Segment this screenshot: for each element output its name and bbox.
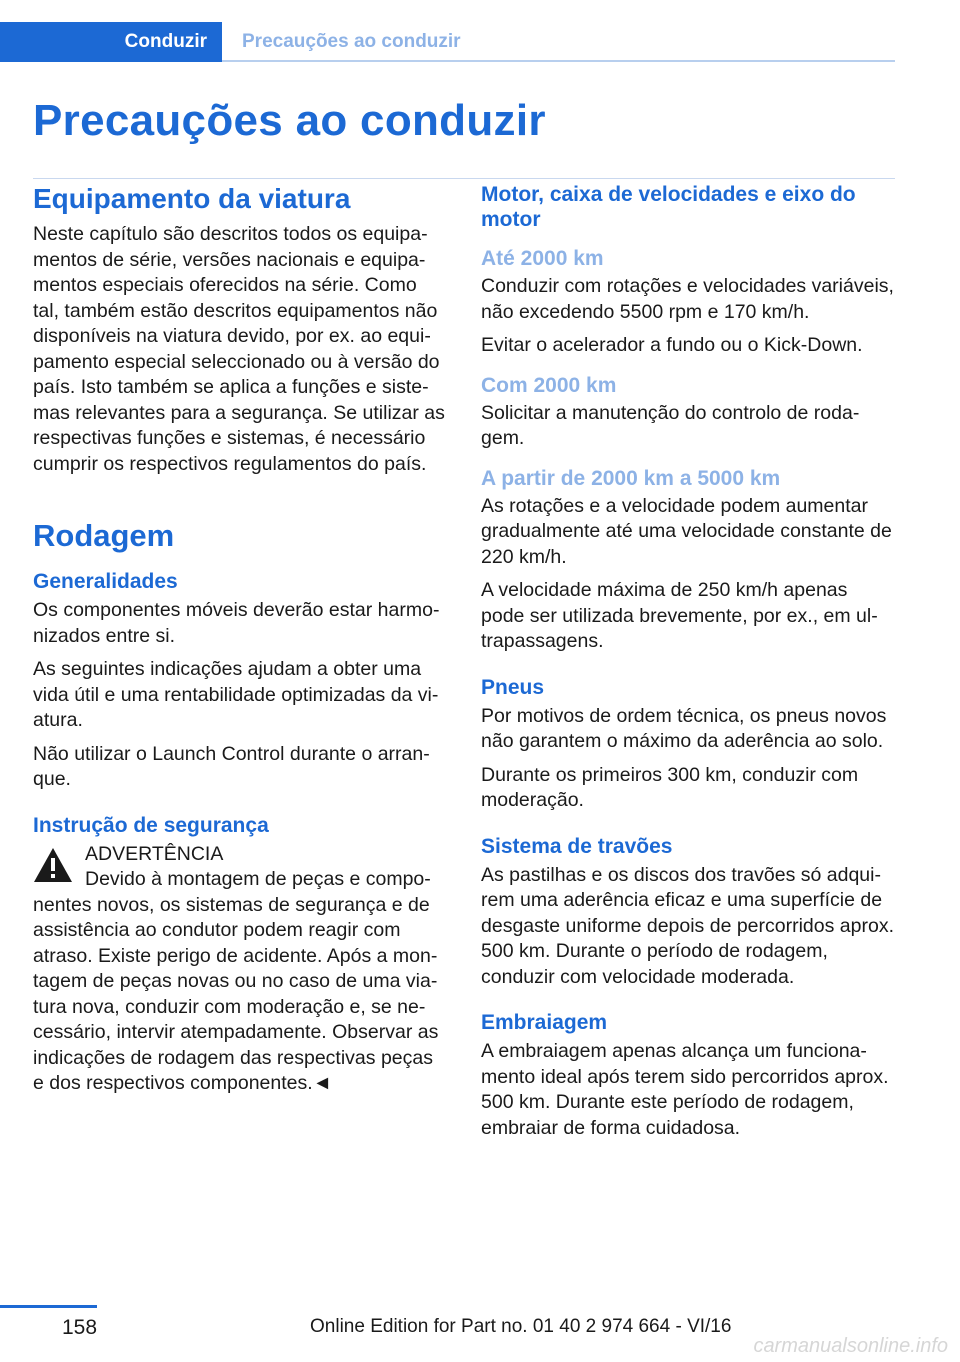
- warning-text: Devido à montagem de peças e componentes novos, os sistemas de segurança e de assistência ao condutor podem reagir com atraso. Existe perigo de acidente. Após a montagem de peças novas ou no caso de uma viatura nova, conduzir com moderação e, se necessário, intervir atempadamente. Observar as indicações de rodagem das respectivas peças e dos respectivos componentes.◄: [33, 868, 439, 1094]
- left-column: [33, 182, 448, 1105]
- embraiagem-text: A embraiagem apenas alcança um funcionamento ideal após terem sido percorridos aprox. 500 km. Durante este período de rodagem, embraiar de forma cuidadosa.: [481, 1040, 889, 1139]
- generalidades-text-2: As seguintes indicações ajudam a obter uma vida útil e uma rentabilidade optimizadas da viatura.: [33, 658, 439, 731]
- generalidades-text-3: Não utilizar o Launch Control durante o arranque.: [33, 742, 430, 790]
- page-header: [0, 22, 895, 62]
- apartir-heading: A partir de 2000 km a 5000 km: [481, 466, 781, 490]
- equipment-heading: Equipamento da viatura: [33, 183, 351, 214]
- motor-heading: Motor, caixa de velocidades e eixo do motor: [481, 183, 856, 231]
- travoes-heading: Sistema de travões: [481, 834, 673, 858]
- header-divider: [222, 60, 895, 62]
- generalidades-heading: Generalidades: [33, 570, 178, 593]
- com-2000-heading: Com 2000 km: [481, 373, 617, 397]
- embraiagem-heading: Embraiagem: [481, 1011, 608, 1034]
- equipment-text: Neste capítulo são descritos todos os equipamentos de série, versões nacionais e equipamentos especiais oferecidos na série. Como tal, também estão descritos equipamentos não disponíveis na viatura devido, por ex. ao equipamento especial seleccionado ou à versão do país. Isto também se aplica a funções e sistemas relevantes para a segurança. Se utilizar as respectivas funções e sistemas, é necessário cumprir os respectivos regulamentos do país.: [33, 223, 445, 475]
- pneus-heading: Pneus: [481, 675, 545, 699]
- page-title: Precauções ao conduzir: [33, 96, 546, 145]
- header-subsection-tab[interactable]: Precauções ao conduzir: [242, 31, 461, 52]
- apartir-text-2: A velocidade máxima de 250 km/h apenas pode ser utilizada brevemente, por ex., em ultrapassagens.: [481, 579, 878, 652]
- safety-heading: Instrução de segurança: [33, 813, 269, 837]
- travoes-text: As pastilhas e os discos dos travões só adquirem uma aderência eficaz e uma superfície de desgaste uniforme depois de percorridos aprox. 500 km. Durante o período de rodagem, conduzir com velocidade moderada.: [481, 863, 894, 988]
- generalidades-text-1: Os componentes móveis deverão estar harmonizados entre si.: [33, 599, 440, 647]
- pneus-text-2: Durante os primeiros 300 km, conduzir com moderação.: [481, 763, 859, 811]
- pneus-text-1: Por motivos de ordem técnica, os pneus novos não garantem o máximo da aderência ao solo.: [481, 704, 887, 752]
- title-divider: [33, 178, 895, 179]
- ate-2000-text-1: Conduzir com rotações e velocidades variáveis, não excedendo 5500 rpm e 170 km/h.: [481, 275, 894, 323]
- ate-2000-heading: Até 2000 km: [481, 247, 604, 270]
- ate-2000-text-2: Evitar o acelerador a fundo ou o Kick-Down.: [481, 334, 863, 356]
- rodagem-heading: Rodagem: [33, 518, 175, 553]
- header-section-tab[interactable]: Conduzir: [0, 22, 222, 62]
- page-number: 158: [62, 1316, 98, 1339]
- right-column: [481, 182, 896, 1149]
- warning-box: [33, 842, 448, 1097]
- apartir-text-1: As rotações e a velocidade podem aumentar gradualmente até uma velocidade constante de 220 km/h.: [481, 494, 892, 568]
- edition-text: Online Edition for Part no. 01 40 2 974 664 - VI/16: [310, 1316, 732, 1337]
- com-2000-text: Solicitar a manutenção do controlo de rodagem.: [481, 401, 860, 449]
- watermark: carmanualsonline.info: [753, 1335, 948, 1357]
- warning-label: ADVERTÊNCIA: [85, 842, 224, 865]
- footer-divider: [0, 1305, 97, 1308]
- warning-triangle-icon: [33, 846, 73, 884]
